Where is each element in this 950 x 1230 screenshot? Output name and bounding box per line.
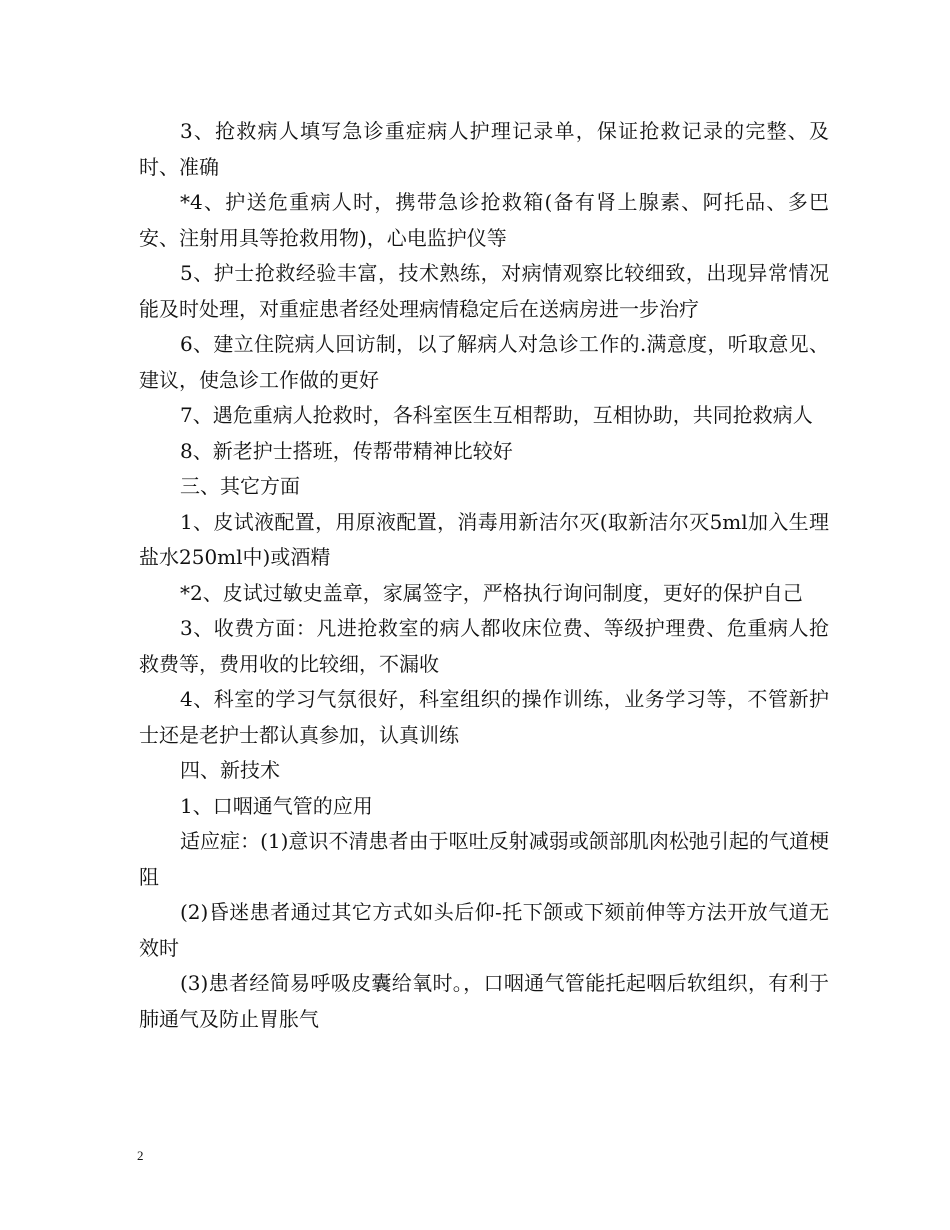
- page-number: 2: [137, 1148, 144, 1163]
- paragraph-4: 6、建立住院病人回访制，以了解病人对急诊工作的.满意度，听取意见、建议，使急诊工作做的更好: [139, 332, 829, 392]
- paragraph-10: 4、科室的学习气氛很好，科室组织的操作训练，业务学习等，不管新护士还是老护士都认真参加，认真训练: [139, 687, 829, 747]
- paragraph-2: *4、护送危重病人时，携带急诊抢救箱(备有肾上腺素、阿托品、多巴安、注射用具等抢救用物)，心电监护仪等: [139, 190, 829, 250]
- paragraph-13: (2)昏迷患者通过其它方式如头后仰-托下颌或下颏前伸等方法开放气道无效时: [139, 900, 829, 960]
- paragraph-1: 3、抢救病人填写急诊重症病人护理记录单，保证抢救记录的完整、及时、准确: [139, 119, 829, 179]
- paragraph-14: (3)患者经简易呼吸皮囊给氧时。，口咽通气管能托起咽后软组织，有利于肺通气及防止胃胀气: [139, 971, 829, 1031]
- paragraph-3: 5、护士抢救经验丰富，技术熟练，对病情观察比较细致，出现异常情况能及时处理，对重症患者经处理病情稳定后在送病房进一步治疗: [139, 261, 829, 321]
- paragraph-5: 7、遇危重病人抢救时，各科室医生互相帮助，互相协助，共同抢救病人: [180, 403, 813, 427]
- paragraph-11: 1、口咽通气管的应用: [180, 793, 373, 818]
- section-heading-other: 三、其它方面: [180, 474, 300, 498]
- paragraph-9: 3、收费方面：凡进抢救室的病人都收床位费、等级护理费、危重病人抢救费等，费用收的比较细，不漏收: [139, 616, 829, 676]
- body-text: [139, 114, 829, 1037]
- paragraph-12: 适应症：(1)意识不清患者由于呕吐反射减弱或颌部肌肉松弛引起的气道梗阻: [139, 829, 829, 889]
- section-heading-new-tech: 四、新技术: [180, 758, 280, 782]
- paragraph-7: 1、皮试液配置，用原液配置，消毒用新洁尔灭(取新洁尔灭5ml加入生理盐水250ml中)或酒精: [139, 509, 829, 569]
- paragraph-6: 8、新老护士搭班，传帮带精神比较好: [180, 438, 513, 463]
- paragraph-8: *2、皮试过敏史盖章，家属签字，严格执行询问制度，更好的保护自己: [180, 580, 803, 605]
